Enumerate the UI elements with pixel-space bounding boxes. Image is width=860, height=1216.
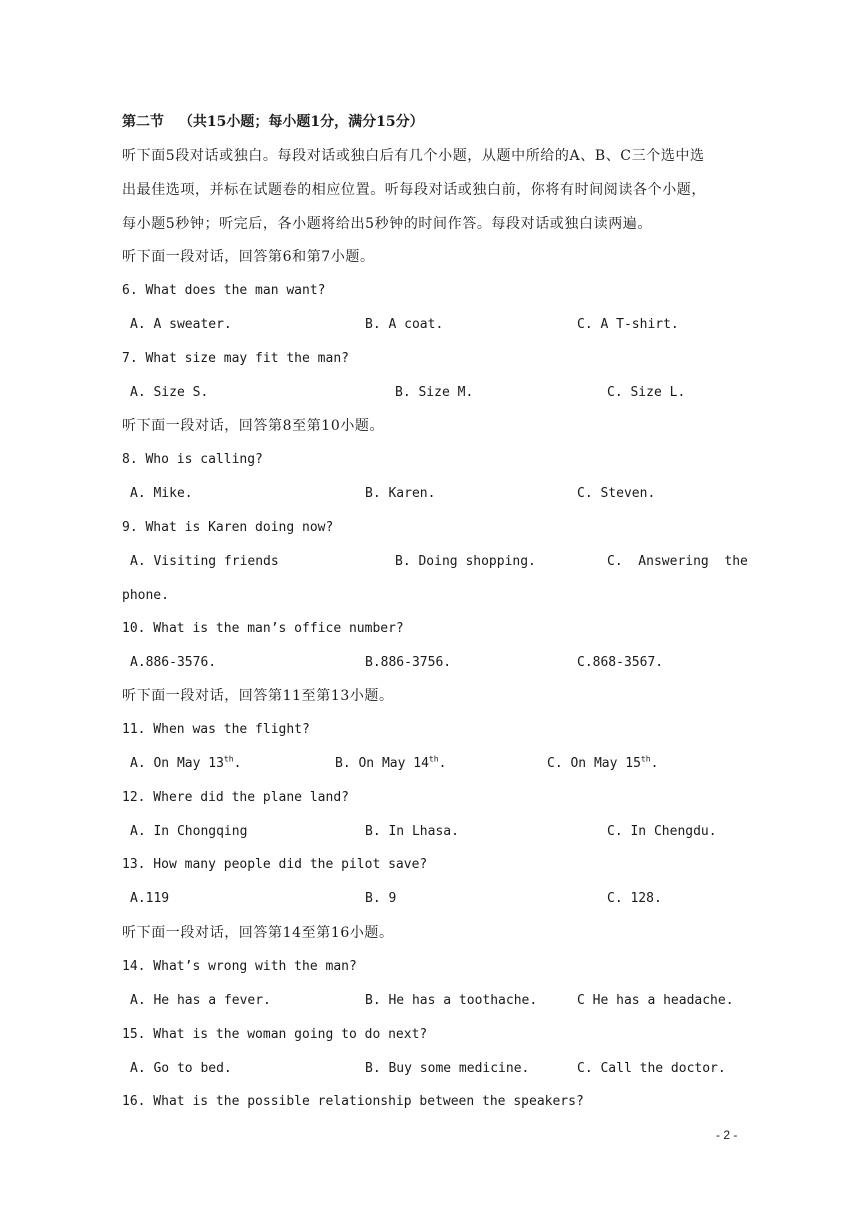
q12-option-c: C. In Chengdu. <box>607 824 717 839</box>
page-number: - 2 - <box>716 1128 738 1142</box>
q14-option-b: B. He has a toothache. <box>365 993 538 1008</box>
q12-option-a: A. In Chongqing <box>130 824 248 839</box>
question-8: 8. Who is calling? <box>122 452 263 467</box>
q10-option-b: B.886-3756. <box>365 655 452 670</box>
q13-option-b: B. 9 <box>365 891 397 906</box>
q10-option-a: A.886-3576. <box>130 655 217 670</box>
question-10: 10. What is the man’s office number? <box>122 621 404 636</box>
question-13: 13. How many people did the pilot save? <box>122 857 428 872</box>
q13-option-c: C. 128. <box>607 891 662 906</box>
instruction-line-3: 每小题5秒钟；听完后，各小题将给出5秒钟的时间作答。每段对话或独白读两遍。 <box>122 216 653 232</box>
q11-option-a <box>130 754 241 774</box>
section-heading <box>122 112 424 132</box>
q15-option-a: A. Go to bed. <box>130 1061 232 1076</box>
q9-option-c-continued: phone. <box>122 588 169 603</box>
q11-option-b-text: B. On May 14 <box>335 756 429 771</box>
instruction-line-2: 出最佳选项，并标在试题卷的相应位置。听每段对话或独白前，你将有时间阅读各个小题， <box>122 182 706 198</box>
q6-option-a: A. A sweater. <box>130 317 232 332</box>
question-15: 15. What is the woman going to do next? <box>122 1027 428 1042</box>
q6-option-c: C. A T-shirt. <box>577 317 679 332</box>
instruction-line-1: 听下面5段对话或独白。每段对话或独白后有几个小题，从题中所给的A、B、C三个选中选 <box>122 148 705 164</box>
group-intro-3: 听下面一段对话，回答第11至第13小题。 <box>122 688 394 704</box>
group-intro-2: 听下面一段对话，回答第8至第10小题。 <box>122 418 385 434</box>
question-6: 6. What does the man want? <box>122 283 326 298</box>
q12-option-b: B. In Lhasa. <box>365 824 459 839</box>
q8-option-a: A. Mike. <box>130 486 193 501</box>
group-intro-4: 听下面一段对话，回答第14至第16小题。 <box>122 925 394 941</box>
q7-option-c: C. Size L. <box>607 385 686 400</box>
q7-option-a: A. Size S. <box>130 385 209 400</box>
q15-option-b: B. Buy some medicine. <box>365 1061 530 1076</box>
question-11: 11. When was the flight? <box>122 722 310 737</box>
q9-option-b: B. Doing shopping. <box>395 554 536 569</box>
q13-option-a: A.119 <box>130 891 170 906</box>
q11-option-c-text: C. On May 15 <box>547 756 641 771</box>
q8-option-c: C. Steven. <box>577 486 656 501</box>
q9-option-c: C. Answering the <box>607 554 748 569</box>
q11-option-c-end: . <box>650 756 659 771</box>
q7-option-b: B. Size M. <box>395 385 474 400</box>
question-7: 7. What size may fit the man? <box>122 351 349 366</box>
q11-option-b-sup: th <box>428 754 439 764</box>
q8-option-b: B. Karen. <box>365 486 436 501</box>
q11-option-b-end: . <box>438 756 447 771</box>
question-14: 14. What’s wrong with the man? <box>122 959 357 974</box>
question-12: 12. Where did the plane land? <box>122 790 349 805</box>
q14-option-a: A. He has a fever. <box>130 993 271 1008</box>
q11-option-c <box>547 754 658 774</box>
q11-option-a-end: . <box>233 756 242 771</box>
q11-option-a-text: A. On May 13 <box>130 756 224 771</box>
q9-option-a: A. Visiting friends <box>130 554 279 569</box>
question-16: 16. What is the possible relationship between the speakers? <box>122 1094 584 1109</box>
q6-option-b: B. A coat. <box>365 317 444 332</box>
q10-option-c: C.868-3567. <box>577 655 664 670</box>
section-subtitle: （共15小题；每小题1分，满分15分） <box>178 114 424 130</box>
section-title: 第二节 <box>122 114 164 130</box>
question-9: 9. What is Karen doing now? <box>122 520 334 535</box>
q11-option-a-sup: th <box>223 754 234 764</box>
q15-option-c: C. Call the doctor. <box>577 1061 726 1076</box>
q11-option-b <box>335 754 446 774</box>
q11-option-c-sup: th <box>640 754 651 764</box>
q14-option-c: C He has a headache. <box>577 993 734 1008</box>
group-intro-1: 听下面一段对话，回答第6和第7小题。 <box>122 249 375 265</box>
